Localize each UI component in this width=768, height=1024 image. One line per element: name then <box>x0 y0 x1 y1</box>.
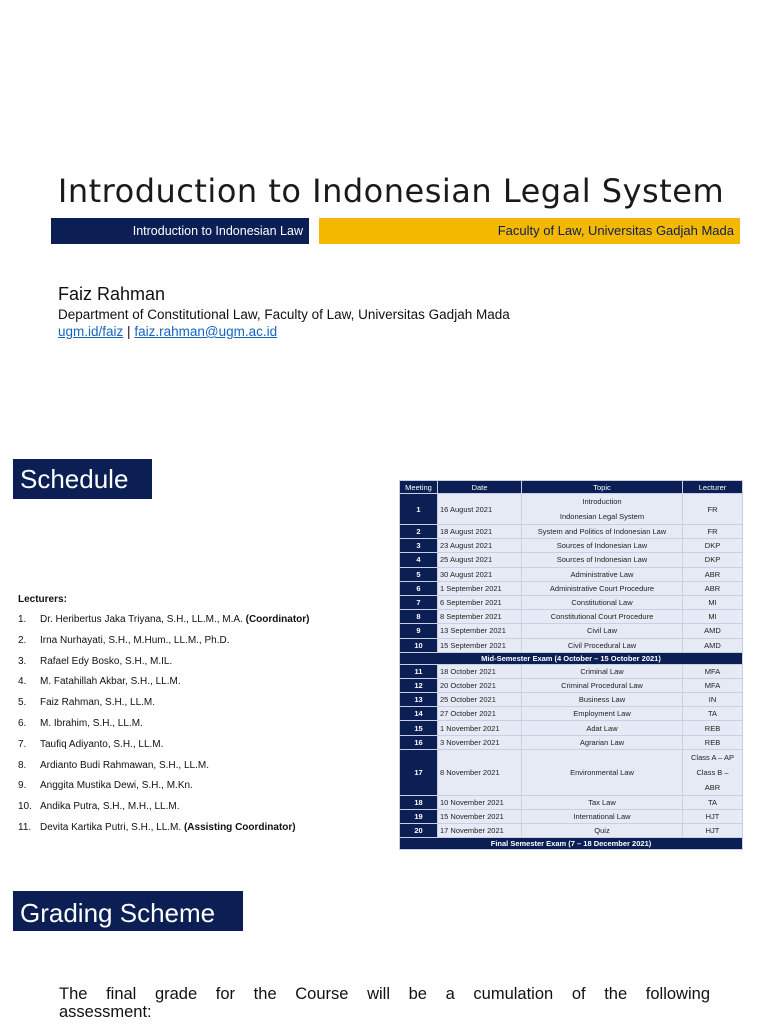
col-header-topic: Topic <box>522 481 683 494</box>
col-header-meeting: Meeting <box>400 481 438 494</box>
topic-line: Employment Law <box>573 709 631 719</box>
meeting-number: 13 <box>400 693 438 707</box>
meeting-number: 1 <box>400 494 438 525</box>
author-name: Faiz Rahman <box>58 284 166 304</box>
table-row <box>400 567 743 581</box>
meeting-topic <box>522 824 683 838</box>
meeting-number: 12 <box>400 678 438 692</box>
meeting-date: 30 August 2021 <box>438 567 522 581</box>
lecturer-role: (Assisting Coordinator) <box>183 821 296 833</box>
meeting-topic <box>522 553 683 567</box>
meeting-date: 6 September 2021 <box>438 595 522 609</box>
meeting-lecturer <box>683 595 743 609</box>
topic-line: Agrarian Law <box>579 737 625 747</box>
meeting-number: 7 <box>400 595 438 609</box>
topic-line: Sources of Indonesian Law <box>556 541 648 551</box>
lecturer-item <box>18 634 310 655</box>
meeting-number: 9 <box>400 624 438 638</box>
lecturer-name: Anggita Mustika Dewi, S.H., M.Kn. <box>40 780 193 792</box>
exam-label: Final Semester Exam (7 – 18 December 2021) <box>400 838 743 850</box>
table-row <box>400 553 743 567</box>
meeting-lecturer <box>683 795 743 809</box>
lecturer-item <box>18 675 310 696</box>
topic-line: Civil Procedural Law <box>567 640 637 650</box>
topic-line: Sources of Indonesian Law <box>556 555 648 565</box>
meeting-lecturer <box>683 721 743 735</box>
lecturer-code: AMD <box>704 640 721 650</box>
meeting-lecturer <box>683 553 743 567</box>
meeting-topic <box>522 721 683 735</box>
table-row <box>400 624 743 638</box>
lecturer-code: TA <box>707 797 718 807</box>
meeting-topic <box>522 810 683 824</box>
meeting-lecturer <box>683 494 743 525</box>
meeting-topic <box>522 678 683 692</box>
table-row <box>400 810 743 824</box>
topic-line: Constitutional Law <box>571 598 633 608</box>
meeting-topic <box>522 567 683 581</box>
col-header-date: Date <box>438 481 522 494</box>
lecturer-number: 10. <box>18 801 32 813</box>
lecturer-item <box>18 759 310 780</box>
schedule-table <box>399 480 743 850</box>
author-links <box>58 324 277 339</box>
lecturer-item <box>18 613 310 634</box>
grading-heading: Grading Scheme <box>13 891 243 931</box>
lecturer-code: DKP <box>704 555 721 565</box>
meeting-topic <box>522 638 683 652</box>
topic-line: Business Law <box>578 695 626 705</box>
lecturer-number: 1. <box>18 614 27 625</box>
meeting-date: 18 October 2021 <box>438 664 522 678</box>
topic-line: Administrative Court Procedure <box>549 583 655 593</box>
lecturer-item <box>18 696 310 717</box>
meeting-number: 17 <box>400 749 438 795</box>
table-row <box>400 638 743 652</box>
meeting-lecturer <box>683 810 743 824</box>
topic-line: System and Politics of Indonesian Law <box>537 527 667 537</box>
lecturer-code: MFA <box>704 680 721 690</box>
lecturer-name: Dr. Heribertus Jaka Triyana, S.H., LL.M., M.A. <box>40 614 243 625</box>
lecturer-code: AMD <box>704 626 721 636</box>
lecturer-code: HJT <box>705 812 720 822</box>
table-row <box>400 610 743 624</box>
meeting-topic <box>522 595 683 609</box>
meeting-date: 15 November 2021 <box>438 810 522 824</box>
meeting-lecturer <box>683 707 743 721</box>
meeting-lecturer <box>683 693 743 707</box>
table-row <box>400 795 743 809</box>
meeting-number: 5 <box>400 567 438 581</box>
meeting-lecturer <box>683 581 743 595</box>
link-separator: | <box>127 324 131 339</box>
topic-line: Indonesian Legal System <box>559 512 645 521</box>
topic-line: Civil Law <box>586 626 617 636</box>
meeting-date: 25 October 2021 <box>438 693 522 707</box>
lecturer-item <box>18 821 310 842</box>
grading-description <box>59 985 710 1021</box>
lecturer-code: REB <box>704 737 721 747</box>
exam-row <box>400 838 743 850</box>
lecturer-code: MI <box>708 612 717 622</box>
meeting-number: 6 <box>400 581 438 595</box>
lecturer-code: MI <box>708 598 717 608</box>
meeting-number: 3 <box>400 539 438 553</box>
lecturers-list <box>18 613 310 842</box>
lecturer-code: HJT <box>705 826 720 836</box>
table-row <box>400 664 743 678</box>
meeting-lecturer <box>683 624 743 638</box>
meeting-number: 18 <box>400 795 438 809</box>
course-band: Introduction to Indonesian Law <box>51 218 309 244</box>
author-department: Department of Constitutional Law, Faculty of Law, Universitas Gadjah Mada <box>58 307 510 322</box>
meeting-topic <box>522 693 683 707</box>
meeting-topic <box>522 525 683 539</box>
meeting-date: 1 November 2021 <box>438 721 522 735</box>
meeting-topic <box>522 664 683 678</box>
lecturer-name: M. Ibrahim, S.H., LL.M. <box>40 717 143 729</box>
meeting-date: 20 October 2021 <box>438 678 522 692</box>
topic-line: Adat Law <box>586 723 618 733</box>
meeting-number: 19 <box>400 810 438 824</box>
lecturer-name: Ardianto Budi Rahmawan, S.H., LL.M. <box>40 759 209 771</box>
topic-line: International Law <box>573 812 631 822</box>
meeting-number: 11 <box>400 664 438 678</box>
meeting-lecturer <box>683 525 743 539</box>
lecturer-item <box>18 655 310 676</box>
meeting-date: 8 November 2021 <box>438 749 522 795</box>
meeting-lecturer <box>683 539 743 553</box>
meeting-date: 15 September 2021 <box>438 638 522 652</box>
lecturer-number: 4. <box>18 676 27 688</box>
author-url-link[interactable]: ugm.id/faiz <box>58 324 124 339</box>
meeting-lecturer <box>683 678 743 692</box>
lecturer-number: 5. <box>18 697 27 709</box>
meeting-date: 18 August 2021 <box>438 525 522 539</box>
lecturer-item <box>18 717 310 738</box>
table-row <box>400 525 743 539</box>
meeting-number: 15 <box>400 721 438 735</box>
lecturer-name: Andika Putra, S.H., M.H., LL.M. <box>40 801 180 813</box>
table-row <box>400 749 743 795</box>
topic-line: Criminal Law <box>580 666 624 676</box>
lecturer-role: (Coordinator) <box>245 614 310 625</box>
lecturer-number: 3. <box>18 655 27 667</box>
schedule-heading: Schedule <box>13 459 152 499</box>
table-row <box>400 824 743 838</box>
meeting-date: 3 November 2021 <box>438 735 522 749</box>
meeting-lecturer <box>683 749 743 795</box>
meeting-date: 13 September 2021 <box>438 624 522 638</box>
meeting-lecturer <box>683 664 743 678</box>
author-email-link[interactable]: faiz.rahman@ugm.ac.id <box>134 324 278 339</box>
lecturer-code: REB <box>704 723 721 733</box>
lecturer-name: Rafael Edy Bosko, S.H., M.IL. <box>40 655 173 667</box>
lecturer-code: IN <box>708 695 717 705</box>
topic-line: Environmental Law <box>570 767 634 777</box>
meeting-date: 17 November 2021 <box>438 824 522 838</box>
meeting-number: 10 <box>400 638 438 652</box>
meeting-date: 16 August 2021 <box>438 494 522 525</box>
grading-text-line: assessment: <box>59 1003 152 1021</box>
lecturer-code: FR <box>707 527 718 537</box>
meeting-lecturer <box>683 610 743 624</box>
lecturer-item <box>18 779 310 800</box>
meeting-topic <box>522 610 683 624</box>
meeting-topic <box>522 494 683 525</box>
lecturer-code: ABR <box>704 782 721 792</box>
meeting-number: 16 <box>400 735 438 749</box>
table-row <box>400 678 743 692</box>
lecturer-number: 6. <box>18 717 27 729</box>
topic-line: Introduction <box>582 497 622 506</box>
meeting-lecturer <box>683 638 743 652</box>
meeting-lecturer <box>683 824 743 838</box>
topic-line: Criminal Procedural Law <box>561 680 643 690</box>
table-row <box>400 539 743 553</box>
lecturer-code: Class A – AP <box>691 752 734 762</box>
meeting-date: 8 September 2021 <box>438 610 522 624</box>
meeting-topic <box>522 749 683 795</box>
meeting-topic <box>522 795 683 809</box>
lecturer-number: 8. <box>18 759 27 771</box>
table-row <box>400 735 743 749</box>
exam-row <box>400 652 743 664</box>
lecturer-name: Devita Kartika Putri, S.H., LL.M. <box>40 821 182 833</box>
exam-label: Mid-Semester Exam (4 October – 15 October 2021) <box>400 652 743 664</box>
meeting-number: 14 <box>400 707 438 721</box>
meeting-lecturer <box>683 567 743 581</box>
lecturer-number: 11. <box>18 821 32 833</box>
table-row <box>400 494 743 525</box>
lecturer-code: TA <box>707 709 718 719</box>
meeting-date: 10 November 2021 <box>438 795 522 809</box>
lecturer-name: Faiz Rahman, S.H., LL.M. <box>40 697 156 709</box>
meeting-date: 25 August 2021 <box>438 553 522 567</box>
lecturers-heading: Lecturers: <box>18 594 67 605</box>
table-row <box>400 693 743 707</box>
topic-line: Constitutional Court Procedure <box>550 612 654 622</box>
lecturer-item <box>18 800 310 821</box>
lecturer-code: ABR <box>704 569 721 579</box>
topic-line: Quiz <box>594 826 610 836</box>
lecturer-code: ABR <box>704 583 721 593</box>
page-title: Introduction to Indonesian Legal System <box>57 172 725 210</box>
lecturer-code: FR <box>707 504 718 514</box>
meeting-date: 27 October 2021 <box>438 707 522 721</box>
meeting-topic <box>522 624 683 638</box>
lecturer-item <box>18 738 310 759</box>
meeting-number: 8 <box>400 610 438 624</box>
table-row <box>400 595 743 609</box>
grading-text-line: The final grade for the Course will be a cumulation of the following <box>59 985 710 1003</box>
meeting-date: 1 September 2021 <box>438 581 522 595</box>
meeting-number: 20 <box>400 824 438 838</box>
table-header-row <box>400 481 743 494</box>
meeting-number: 2 <box>400 525 438 539</box>
lecturer-number: 7. <box>18 738 27 750</box>
faculty-band: Faculty of Law, Universitas Gadjah Mada <box>319 218 740 244</box>
topic-line: Tax Law <box>588 797 616 807</box>
meeting-topic <box>522 581 683 595</box>
topic-line: Administrative Law <box>570 569 634 579</box>
meeting-topic <box>522 735 683 749</box>
lecturer-code: DKP <box>704 541 721 551</box>
lecturer-name: Taufiq Adiyanto, S.H., LL.M. <box>40 738 164 750</box>
table-row <box>400 721 743 735</box>
table-row <box>400 581 743 595</box>
col-header-lecturer: Lecturer <box>683 481 743 494</box>
lecturer-number: 2. <box>18 634 27 646</box>
meeting-date: 23 August 2021 <box>438 539 522 553</box>
meeting-lecturer <box>683 735 743 749</box>
lecturer-number: 9. <box>18 780 27 792</box>
meeting-topic <box>522 707 683 721</box>
table-row <box>400 707 743 721</box>
meeting-number: 4 <box>400 553 438 567</box>
lecturer-code: MFA <box>704 666 721 676</box>
meeting-topic <box>522 539 683 553</box>
lecturer-name: M. Fatahillah Akbar, S.H., LL.M. <box>40 676 181 688</box>
lecturer-code: Class B – <box>696 767 729 777</box>
lecturer-name: Irna Nurhayati, S.H., M.Hum., LL.M., Ph.D. <box>40 634 230 646</box>
